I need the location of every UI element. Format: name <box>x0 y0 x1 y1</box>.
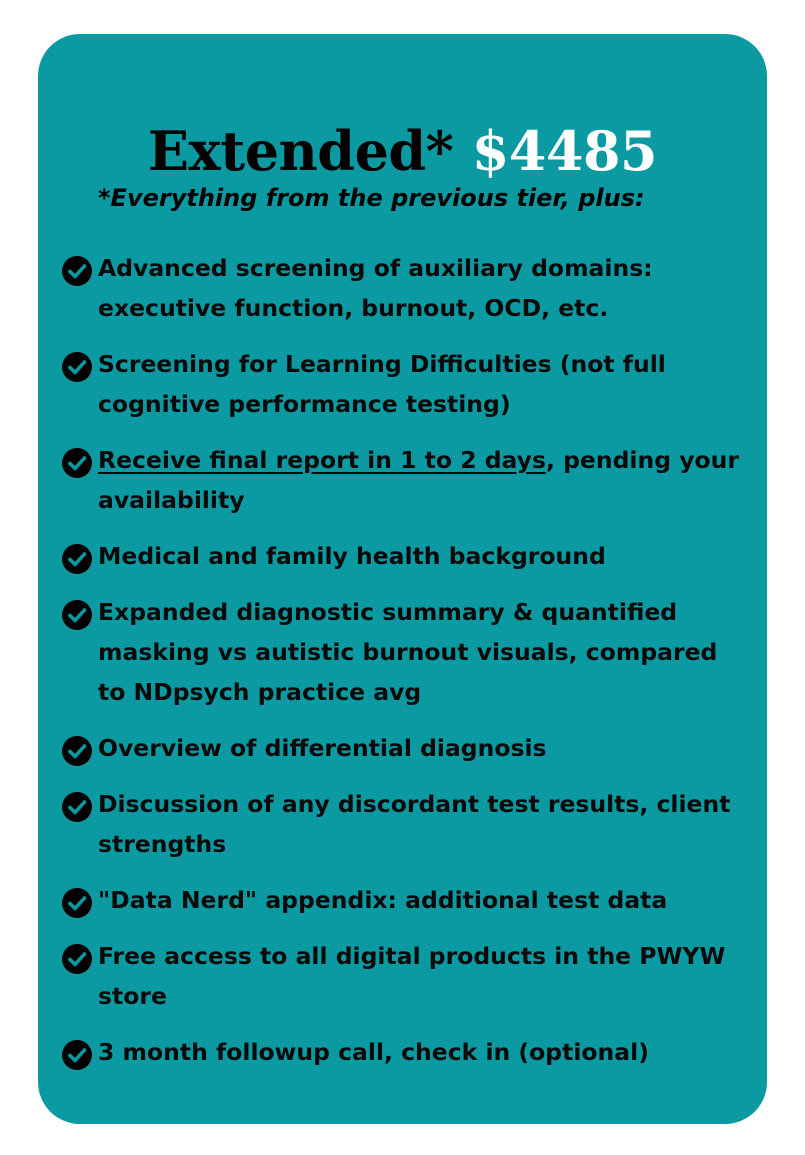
feature-item <box>62 344 742 424</box>
feature-item <box>62 728 742 768</box>
feature-text: Overview of differential diagnosis <box>98 734 547 762</box>
report-turnaround-highlight: Receive final report in 1 to 2 days <box>98 446 546 474</box>
check-circle-icon <box>62 352 92 382</box>
feature-text: Discussion of any discordant test results, client strengths <box>98 790 731 858</box>
check-circle-icon <box>62 792 92 822</box>
tier-title <box>38 119 767 183</box>
feature-text: Free access to all digital products in the PWYW store <box>98 942 726 1010</box>
feature-text: "Data Nerd" appendix: additional test data <box>98 886 668 914</box>
check-circle-icon <box>62 888 92 918</box>
check-circle-icon <box>62 944 92 974</box>
feature-item <box>62 248 742 328</box>
check-circle-icon <box>62 736 92 766</box>
feature-item <box>62 536 742 576</box>
check-circle-icon <box>62 1040 92 1070</box>
feature-item <box>62 1032 742 1072</box>
feature-text: Expanded diagnostic summary & quantified masking vs autistic burnout visuals, compared to NDpsych practice avg <box>98 598 718 706</box>
feature-text: Advanced screening of auxiliary domains: executive function, burnout, OCD, etc. <box>98 254 653 322</box>
check-circle-icon <box>62 256 92 286</box>
tier-name: Extended* <box>147 119 454 183</box>
feature-text <box>98 440 742 520</box>
feature-text: 3 month followup call, check in (optional) <box>98 1038 649 1066</box>
check-circle-icon <box>62 544 92 574</box>
feature-item <box>62 440 742 520</box>
check-circle-icon <box>62 600 92 630</box>
feature-item <box>62 592 742 712</box>
feature-item <box>62 784 742 864</box>
feature-item <box>62 880 742 920</box>
feature-list <box>62 248 742 1088</box>
feature-text: Screening for Learning Difficulties (not full cognitive performance testing) <box>98 350 666 418</box>
check-circle-icon <box>62 448 92 478</box>
feature-item <box>62 936 742 1016</box>
feature-text: Medical and family health background <box>98 542 606 570</box>
report-turnaround-rest: , pending your availability <box>98 446 739 514</box>
tier-price: $4485 <box>471 119 658 183</box>
tier-subtitle: *Everything from the previous tier, plus: <box>98 184 645 212</box>
